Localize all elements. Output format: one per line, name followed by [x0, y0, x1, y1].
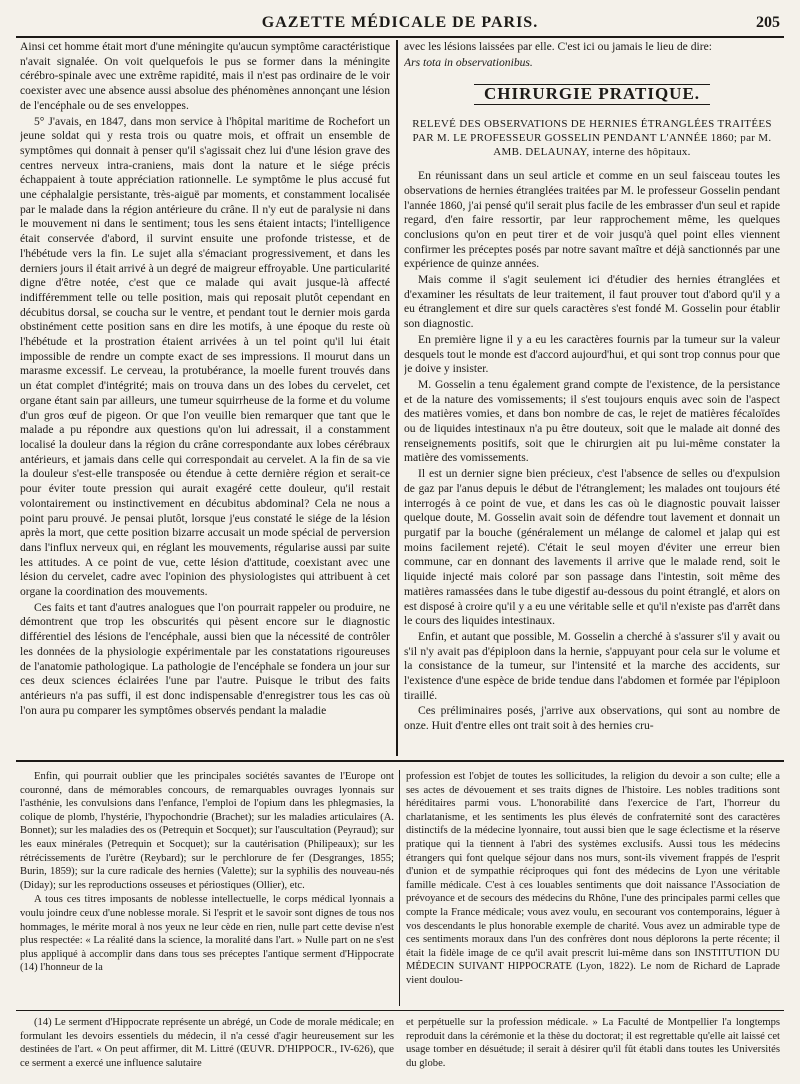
- right-paragraph: En première ligne il y a eu les caractères fournis par la tumeur sur la valeur desquels tout le monde est d'accord aujourd'hui, et qui sont trop connus pour que je doive y insister.: [404, 332, 780, 376]
- right-paragraph: Mais comme il s'agit seulement ici d'étudier des hernies étranglées et d'examiner les résultats de leur traitement, il faut prouver tout d'abord qu'il y a eu étranglement et dire sur quels caractères s'est fondé M. Gosselin pour établir son diagnostic.: [404, 273, 780, 331]
- footnote-right: [406, 1016, 780, 1080]
- left-paragraph: Ces faits et tant d'autres analogues que l'on pourrait rappeler ou produire, ne démontrent que trop les obscurités qui pèsent encore sur le diagnostic différentiel des lésions de l'encéphale, aussi bien que la nécessité de contrôler les données de la physiologie expérimentale par les constatations rigoureuses de l'anatomie pathologique. La pathologie de l'encéphale se fondera un jour sur ces deux sciences éclairées l'une par l'autre. Puisque le tribut des faits antérieurs n'a pas suffi, il est donc indispensable d'enregistrer tous les cas où l'on aura pu comparer les symptômes observés pendant la maladie: [20, 600, 390, 717]
- left-paragraph: Ainsi cet homme était mort d'une méningite qu'aucun symptôme caractéristique n'avait signalée. On voit quelquefois le pus se former dans la méningite cérébro-spinale avec une extrême rapidité, mais il n'est pas ordinaire de le voir coexister avec une absence aussi absolue des phénomènes annonçant une lésion de l'encéphale ou de ses enveloppes.: [20, 40, 390, 112]
- right-paragraph: Il est un dernier signe bien précieux, c'est l'absence de selles ou d'expulsion de gaz par l'anus depuis le début de l'étranglement; les malades ont toujours été interrogés à ce point de vue, et dans les cas où le diagnostic pouvait laisser quelque doute, M. Gosselin avait soin de défendre tout lavement et donnait un purgatif par la bouche (généralement un mélange de calomel et jalap qui est moins facilement rejeté). C'était le seul moyen d'éviter une erreur bien commune, car en donnant des lavements il arrive que le malade rend, soit le liquide injecté mais coloré par son passage dans l'intestin, soit même des matières ramassées dans le tube digestif au-dessous du point étranglé, et alors on est disposé à croire qu'il y a eu une véritable selle et qu'il n'existe pas d'arrêt dans le cours des liquides intestinaux.: [404, 467, 780, 628]
- footnote-text: et perpétuelle sur la profession médicale. » La Faculté de Montpellier l'a longtemps reproduit dans la cérémonie et la thèse du doctorat; il est regrettable qu'elle ait laissé cet usage tomber en désuétude; il serait à désirer qu'il fût établi dans toutes les Universités du globe.: [406, 1017, 780, 1069]
- right-paragraph: M. Gosselin a tenu également grand compte de l'existence, de la persistance et de la nature des vomissements; il s'est toujours enquis avec soin de l'aspect des matières vomies, et dans bon nombre de cas, le rejet de matières fécaloïdes ou de liquides intestinaux n'a pu être douteux, soit que le malade ait donné des renseignements positifs, soit que le chirurgien ait pu lui-même constater la matière des vomissements.: [404, 377, 780, 465]
- footnote-left: [20, 1016, 394, 1080]
- latin-quote: Ars tota in observationibus.: [404, 55, 533, 69]
- footnote-text: (14) Le serment d'Hippocrate représente un abrégé, un Code de morale médicale; en formulant les devoirs essentiels du médecin, il n'a cessé d'agir heureusement sur les destinées de l'art. « On peut affirmer, dit M. Littré (ŒUVR. D'HIPPOCR., IV-626), que ce serment a exercé une influence salutaire: [20, 1017, 394, 1069]
- feuilleton-column-divider: [399, 770, 400, 1006]
- feuilleton-paragraph: profession est l'objet de toutes les sollicitudes, la religion du devoir a son culte; elle a ses actes de dévouement et ses traits dignes de l'histoire. Les nobles traditions sont héréditaires parmi vous. L'honorabilité dans l'exercice de l'art, l'horreur du charlatanisme, et les sentiments les plus élevés de confraternité sont des caractères distinctifs de la médecine lyonnaire, tout aussi bien que le sage éclectisme et la réserve pratique qui la tiennent à l'abri des systèmes exclusifs. Aussi tous les médecins étrangers qui font quelque séjour dans nos murs, sont-ils vivement frappés de l'esprit d'union et de sympathie réciproques qui font des médecins de Lyon une véritable famille médicale. C'est à ces louables sentiments que doit naissance l'Association de prévoyance et de secours des médecins du Rhône, l'une des principales parmi celles que compte la France médicale; vous avez voulu, en secourant vos contemporains, léguer à vos descendants le plus honorable exemple de charité. Vous avez un admirable type de ces sentiments moraux dans l'un des confrères dont nous déplorons la perte récente; il était la fidèle image de ce qu'il avait prescrit lui-même dans son INSTITUTION DU MÉDECIN SUIVANT HIPPOCRATE (Lyon, 1822). Le nom de Richard de Laprade vient doulou-: [406, 771, 780, 986]
- feuilleton-divider: [16, 760, 784, 762]
- right-paragraph: Ces préliminaires posés, j'arrive aux observations, qui sont au nombre de onze. Huit d'entre elles ont trait soit à des hernies cru-: [404, 704, 780, 733]
- feuilleton-left: [20, 770, 394, 1006]
- left-paragraph: 5° J'avais, en 1847, dans mon service à l'hôpital maritime de Rochefort un jeune soldat qui y resta trois ou quatre mois, et offrait un ensemble de symptômes qui donnait à penser qu'il s'agissait chez lui d'une lésion grave des centres nerveux intra-craniens, mais dont la nature et le siége précis échappaient à toute appréciation rationnelle. Le symptôme le plus accusé fut une céphalalgie persistante, très-aiguë par moments, et constamment localisée par le malade dans la région antérieure du crâne. Il n'y eut de paralysie ni dans le mouvement ni dans le sentiment; tous les sens étaient intacts; l'intelligence était conservée d'abord, il survint ensuite une profonde tristesse, et de l'hébétude vers la fin. Le sujet alla s'émaciant progressivement, et dans les derniers jours il était arrivé à un degré de maigreur effroyable. Une particularité digne d'être notée, c'est que ce malade qui avait jusque-là affecté indifféremment telle ou telle position, mais qui reposait plutôt cependant en décubitus dorsal, se coucha sur le ventre, et pendant tout le dernier mois garda obstinément cette position sans en dire les motifs, à une époque du reste où l'hébétude et la prostration étaient arrivées à un tel point qu'il lui était impossible de rendre un compte exact de ses impressions. Il mourut dans un marasme excessif. Le cerveau, la protubérance, la moelle furent trouvés dans un état complet d'intégrité; mais on trouva dans un des lobes du cervelet, cet organe étant sain par ailleurs, une tumeur squirrheuse de la forme et du volume d'un gros œuf de pigeon. Or que l'on veuille bien remarquer que tant que le malade a pu répondre aux questions qu'on lui adressait, il a constamment localisé la douleur dans la région du crâne correspondante aux lobes cérébraux antérieurs, et jamais dans celle qui correspondait au cervelet. A la fin de sa vie la douleur s'est-elle transposée ou étendue à cette dernière région et serait-ce pour éviter toute pression qui aurait exagéré cette douleur, qu'il restait volontairement ou instinctivement en décubitus abdominal? Cela ne nous a point paru prouvé. Je pensai plutôt, lorsque j'eus constaté le siége de la lésion après la mort, que cette position bizarre accusait un mode spécial de perversion dans l'influx nerveux qui, en réglant les mouvements, régularise aussi par suite les attitudes. A ce point de vue, cette lésion d'attitude, coexistant avec une lésion du cervelet, cadre avec l'opinion des physiologistes qui attribuent à cet organe la coordination des mouvements.: [20, 114, 390, 599]
- feuilleton-right: [406, 770, 780, 1006]
- feuilleton-paragraph: A tous ces titres imposants de noblesse intellectuelle, le corps médical lyonnais a voulu joindre ceux d'une noblesse morale. Si l'esprit et le savoir sont dignes de tous nos hommages, le mérite moral à nos yeux ne leur cède en rien, nulle part cette devise n'est plus respectée: « La réalité dans la science, la moralité dans l'art. » Nulle part on ne s'est plus appliqué à accomplir dans dans tous ses préceptes l'antique serment d'Hippocrate (14) l'honneur de la: [20, 894, 394, 974]
- right-column: [404, 40, 780, 754]
- feuilleton-paragraph: Enfin, qui pourrait oublier que les principales sociétés savantes de l'Europe ont couronné, dans de mémorables concours, de remarquables ouvrages lyonnais sur l'asthénie, les convulsions dans l'enfance, l'emploi de l'opium dans les phlegmasies, la colique de plomb, l'hystérie, l'hypochondrie (Brachet); sur les maladies articulaires (A. Bonnet); sur les maladies des os (Petrequin et Socquet); sur l'auscultation (Peyraud); sur les eaux minérales (Petrequin et Socquet); sur la cautérisation (Philipeaux); sur les rétrécissements de l'urètre (Reybard); sur le perchlorure de fer (Desgranges, 1855; Burin, 1859); sur la cure radicale des hernies (Valette); sur la syphilis des nouveau-nés (Diday); sur les reproductions osseuses et périostiques (Ollier), etc.: [20, 771, 394, 891]
- footnote-divider: [16, 1010, 784, 1011]
- right-intro: avec les lésions laissées par elle. C'est ici ou jamais le lieu de dire:: [404, 40, 712, 53]
- column-divider: [396, 40, 398, 756]
- page-header: [16, 6, 784, 38]
- right-paragraph: En réunissant dans un seul article et comme en un seul faisceau toutes les observations de hernies étranglées traitées par M. le professeur Gosselin pendant l'année 1860, j'ai pensé qu'il serait plus facile de les embrasser d'un seul et rapide regard, d'en faire ressortir, par leur rapprochement même, les quelques conclusions qu'on en peut tirer et de voir jusqu'à quel point elles viennent confirmer les préceptes posés par notre savant maître et déjà sanctionnés par une expérience de quinze années.: [404, 169, 780, 271]
- journal-title: GAZETTE MÉDICALE DE PARIS.: [261, 14, 539, 31]
- section-title: CHIRURGIE PRATIQUE.: [404, 84, 780, 105]
- article-heading: RELEVÉ DES OBSERVATIONS DE HERNIES ÉTRANGLÉES TRAITÉES PAR M. LE PROFESSEUR GOSSELIN PENDANT L'ANNÉE 1860; par M. AMB. DELAUNAY, interne des hôpitaux.: [412, 118, 772, 159]
- right-paragraph: Enfin, et autant que possible, M. Gosselin a cherché à s'assurer s'il y avait ou s'il n'y avait pas d'épiploon dans la hernie, s'appuyant pour cela sur le volume et la consistance de la tumeur, sur l'intensité et la marche des accidents, sur l'existence d'une espèce de bride tendue dans l'abdomen et formée par l'épiploon tiraillé.: [404, 629, 780, 702]
- left-column: [20, 40, 390, 754]
- page-number: 205: [756, 14, 780, 31]
